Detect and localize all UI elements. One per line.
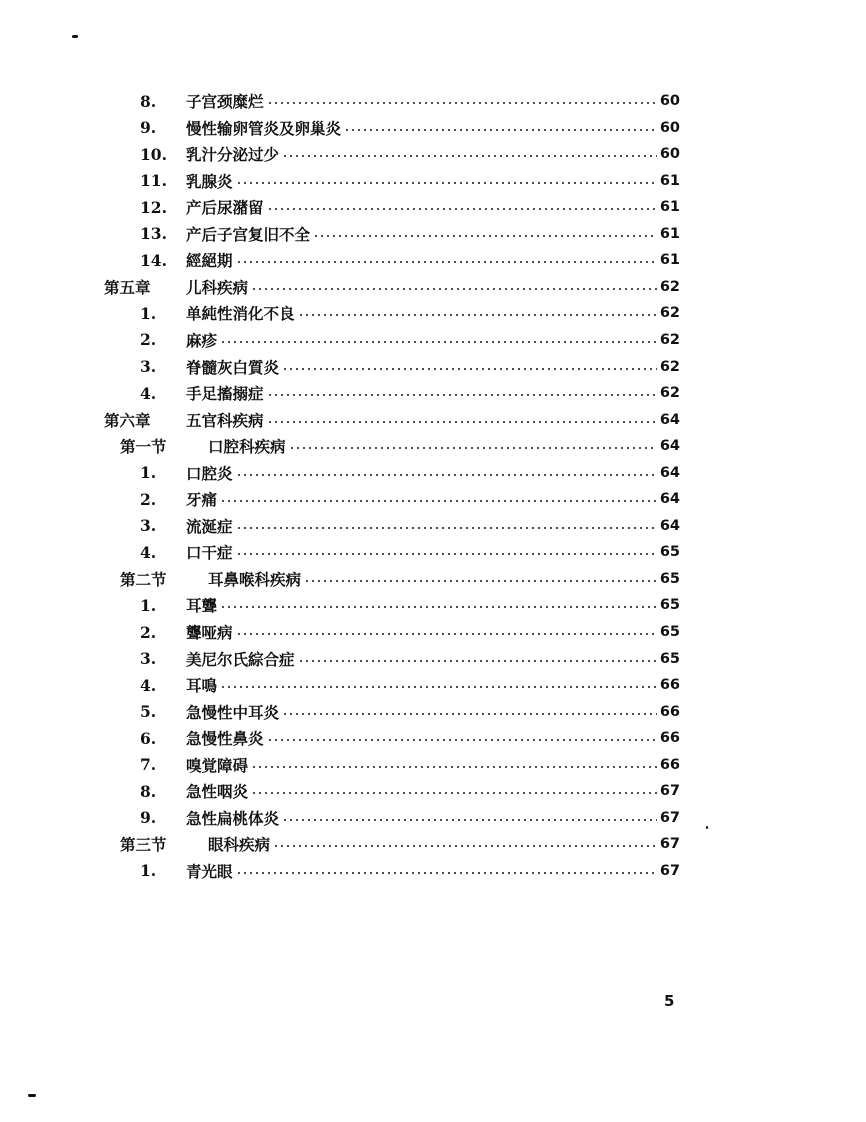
toc-entry [140, 646, 680, 672]
toc-entry-title: 耳聾 [186, 596, 218, 616]
toc-entry-number: 2. [140, 330, 157, 350]
toc-entry-title: 眼科疾病 [208, 835, 271, 855]
toc-entry-page: 61 [659, 199, 680, 216]
toc-entry-title: 麻疹 [186, 330, 218, 350]
toc-entry-number: 12. [140, 197, 167, 217]
toc-entry-title: 手足搐搦症 [186, 384, 264, 404]
toc-entry [140, 619, 680, 645]
dot-leader [251, 766, 657, 768]
scan-speck [706, 826, 708, 829]
toc-entry-number: 1. [140, 595, 157, 615]
dot-leader [344, 129, 657, 131]
toc-entry [140, 221, 680, 247]
toc-entry-page: 61 [659, 225, 680, 242]
toc-entry-title: 子宫颈糜烂 [186, 92, 264, 111]
toc-entry-number: 1. [140, 303, 157, 323]
dot-leader [220, 341, 657, 343]
dot-leader [220, 500, 657, 502]
toc-entry [140, 672, 680, 698]
toc-entry-number: 9. [140, 808, 157, 828]
toc-entry-page: 64 [659, 464, 680, 481]
toc-entry-title: 聾哑病 [186, 623, 233, 642]
toc-entry-page: 64 [659, 491, 680, 508]
toc-entry [140, 354, 680, 380]
toc-entry-page: 60 [659, 146, 680, 163]
toc-entry-title: 口腔炎 [186, 463, 233, 483]
toc-entry-number: 第二节 [120, 569, 167, 589]
toc-entry-page: 61 [659, 172, 680, 189]
toc-entry-title: 耳鼻喉科疾病 [208, 569, 302, 589]
toc-entry-number: 10. [140, 144, 167, 164]
dot-leader [267, 208, 657, 210]
toc-entry [140, 805, 680, 831]
toc-entry-number: 9. [140, 118, 157, 138]
toc-entry-number: 4. [140, 542, 157, 562]
toc-entry-page: 66 [659, 703, 680, 720]
toc-entry-page: 64 [659, 411, 680, 428]
toc-entry-number: 1. [140, 861, 157, 881]
toc-entry-title: 乳汁分泌过少 [186, 145, 280, 165]
toc-entry-number: 2. [140, 622, 157, 642]
toc-entry-page: 67 [659, 809, 680, 826]
toc-entry [140, 460, 680, 486]
dot-leader [220, 606, 657, 608]
toc-entry [140, 539, 680, 565]
toc-entry [140, 486, 680, 512]
toc-entry-title: 急性咽炎 [186, 782, 249, 802]
toc-entry-title: 牙痛 [186, 490, 218, 510]
dot-leader [251, 288, 657, 290]
toc-entry-page: 64 [659, 438, 680, 455]
toc-entry [140, 858, 680, 884]
toc-entry-number: 14. [140, 250, 167, 270]
toc-entry-number: 7. [140, 755, 157, 775]
toc-entry-title: 儿科疾病 [186, 277, 249, 297]
toc-entry [140, 300, 680, 326]
dot-leader [236, 474, 657, 476]
toc-entry-title: 产后尿潴留 [186, 198, 264, 218]
dot-leader [282, 819, 657, 821]
toc-entry [120, 566, 680, 592]
toc-entry-number: 第六章 [104, 410, 151, 430]
toc-entry-title: 急慢性鼻炎 [186, 729, 264, 749]
dot-leader [267, 394, 657, 396]
dot-leader [236, 553, 657, 555]
toc-entry-page: 65 [659, 544, 680, 561]
toc-entry [140, 380, 680, 406]
toc-entry [120, 433, 680, 459]
toc-entry-page: 60 [659, 93, 680, 109]
toc-entry-page: 62 [659, 331, 680, 348]
toc-entry-title: 嗅覚障碍 [186, 755, 249, 775]
dot-leader [298, 314, 657, 316]
toc-entry-page: 64 [659, 517, 680, 534]
toc-entry-number: 4. [140, 383, 157, 403]
toc-entry-title: 慢性输卵管炎及卵巢炎 [186, 118, 342, 138]
toc-entry-number: 第一节 [120, 437, 167, 457]
toc-entry-number: 第三节 [120, 835, 167, 855]
toc-entry-number: 4. [140, 675, 157, 695]
toc-entry-title: 单純性消化不良 [186, 304, 295, 324]
toc-entry-number: 3. [140, 649, 157, 669]
toc-entry-page: 65 [659, 597, 680, 614]
toc-entry-number: 5. [140, 702, 157, 722]
toc-entry-title: 急慢性中耳炎 [186, 702, 280, 722]
dot-leader [313, 235, 657, 237]
toc-entry-page: 65 [659, 570, 680, 587]
toc-entry [140, 247, 680, 273]
scan-speck [72, 35, 78, 38]
dot-leader [236, 633, 657, 635]
scan-speck [28, 1094, 36, 1097]
toc-entry-page: 65 [659, 624, 680, 640]
toc-entry [120, 831, 680, 857]
toc-entry-number: 8. [140, 781, 157, 801]
toc-entry-title: 美尼尔氏綜合症 [186, 649, 295, 669]
dot-leader [236, 527, 657, 529]
toc-entry-title: 乳腺炎 [186, 171, 233, 191]
toc-entry [140, 699, 680, 725]
toc-entry-title: 口腔科疾病 [208, 437, 286, 457]
dot-leader [282, 155, 657, 157]
toc-entry-title: 口干症 [186, 543, 233, 563]
toc-entry-page: 60 [659, 119, 680, 136]
toc-entry [140, 115, 680, 141]
toc-entry [140, 778, 680, 804]
dot-leader [273, 845, 657, 847]
toc-entry-title: 急性扁桃体炎 [186, 808, 280, 828]
toc-entry-title: 产后子宫复旧不全 [186, 224, 311, 244]
toc-entry-title: 青光眼 [186, 861, 233, 881]
dot-leader [267, 102, 657, 104]
toc-entry-title: 流涎症 [186, 516, 233, 536]
toc-entry-number: 2. [140, 489, 157, 509]
toc-entry-title: 耳鳴 [186, 676, 218, 696]
toc-entry-number: 13. [140, 224, 167, 244]
toc-entry [140, 752, 680, 778]
dot-leader [236, 182, 657, 184]
dot-leader [236, 261, 657, 263]
toc-entry [140, 168, 680, 194]
toc-entry-page: 67 [659, 836, 680, 853]
dot-leader [236, 872, 657, 874]
dot-leader [282, 368, 657, 370]
toc-entry [140, 194, 680, 220]
toc-entry-title: 脊髓灰白質炎 [186, 357, 280, 377]
toc-entry-number: 11. [140, 171, 167, 191]
dot-leader [304, 580, 657, 582]
toc-entry-number: 3. [140, 357, 157, 376]
dot-leader [220, 686, 657, 688]
dot-leader [282, 713, 657, 715]
dot-leader [267, 421, 657, 423]
toc-entry-title: 五官科疾病 [186, 410, 264, 430]
dot-leader [251, 792, 657, 794]
toc-entry-page: 65 [659, 650, 680, 667]
toc-entry-page: 62 [659, 385, 680, 402]
toc-entry-number: 8. [140, 91, 157, 111]
toc-entry-page: 66 [659, 730, 680, 747]
toc-entry [140, 592, 680, 618]
toc-entry-number: 第五章 [104, 277, 151, 297]
toc-entry-page: 62 [659, 305, 680, 322]
toc-entry-page: 62 [659, 358, 680, 375]
toc-entry-page: 67 [659, 862, 680, 879]
toc-entry-page: 62 [659, 278, 680, 295]
toc-entry [140, 327, 680, 353]
toc-entry-number: 3. [140, 516, 157, 536]
toc-entry [140, 725, 680, 751]
toc-entry [104, 274, 680, 300]
toc-entry-page: 66 [659, 756, 680, 773]
toc-entry [140, 513, 680, 539]
dot-leader [298, 660, 657, 662]
toc-entry-number: 1. [140, 463, 157, 483]
toc-entry [140, 88, 680, 114]
toc-entry-page: 66 [659, 677, 680, 694]
dot-leader [289, 447, 657, 449]
toc-entry [104, 407, 680, 433]
toc-entry-number: 6. [140, 728, 157, 748]
toc-entry-page: 67 [659, 783, 680, 800]
toc-entry-page: 61 [659, 252, 680, 269]
page-number: 5 [664, 992, 675, 1010]
toc-entry [140, 141, 680, 167]
dot-leader [267, 739, 657, 741]
toc-entry-title: 經絕期 [186, 251, 233, 271]
